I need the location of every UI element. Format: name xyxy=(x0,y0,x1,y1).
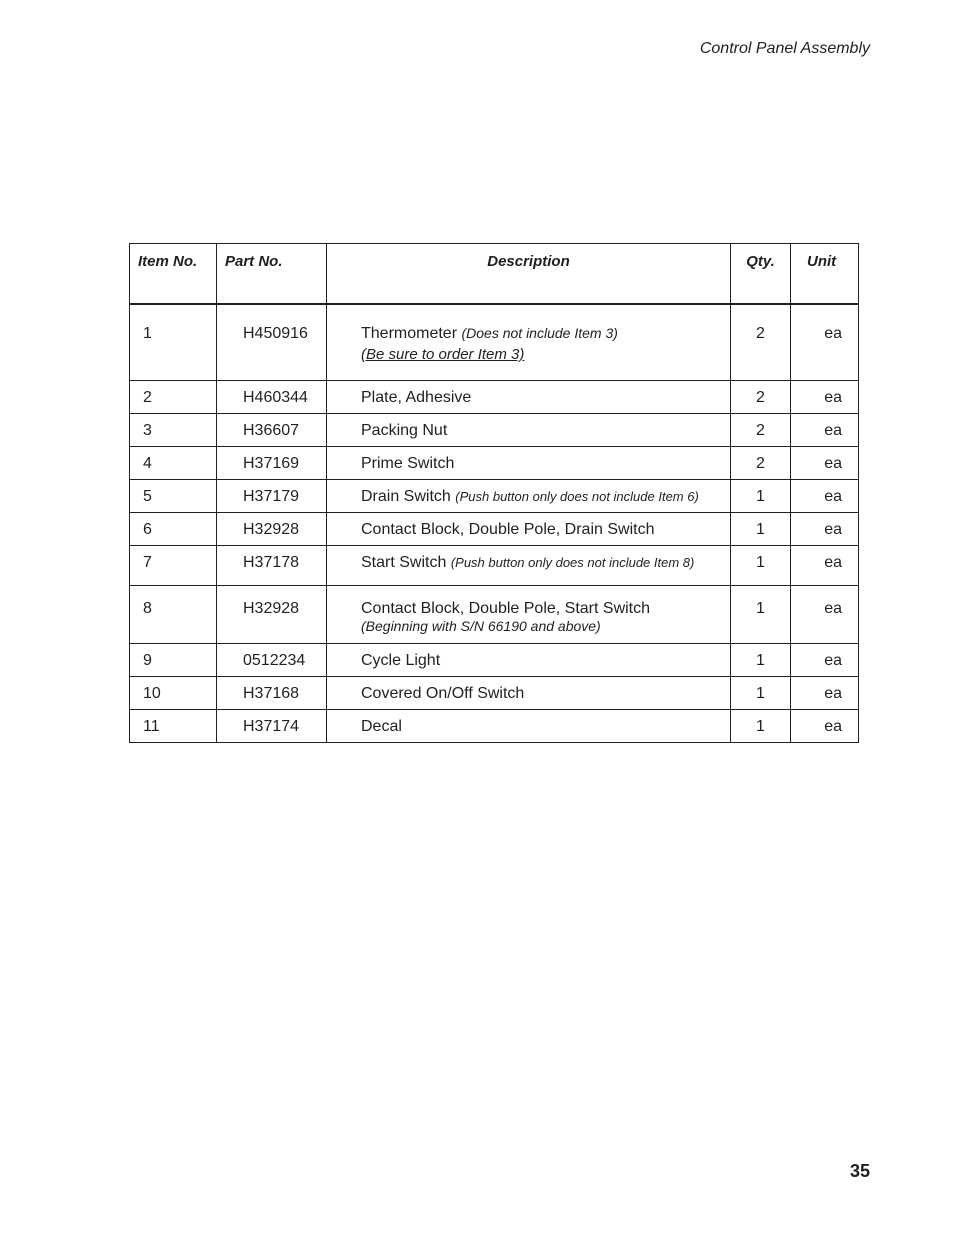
description-serial-note: (Beginning with S/N 66190 and above) xyxy=(361,618,601,634)
description: Contact Block, Double Pole, Drain Switch xyxy=(327,513,731,546)
item-no: 11 xyxy=(130,710,217,743)
table-row xyxy=(130,414,859,447)
item-no: 9 xyxy=(130,644,217,677)
qty: 1 xyxy=(731,480,791,513)
item-no: 1 xyxy=(130,304,217,381)
description-text: Start Switch xyxy=(361,554,447,571)
table-header-row xyxy=(130,244,859,305)
description-text: Drain Switch xyxy=(361,488,451,505)
table-row xyxy=(130,480,859,513)
header-item-no: Item No. xyxy=(130,244,217,305)
description xyxy=(327,304,731,381)
item-no: 3 xyxy=(130,414,217,447)
description xyxy=(327,480,731,513)
unit: ea xyxy=(791,304,859,381)
table-row xyxy=(130,304,859,381)
qty: 1 xyxy=(731,677,791,710)
unit: ea xyxy=(791,447,859,480)
qty: 2 xyxy=(731,447,791,480)
description: Decal xyxy=(327,710,731,743)
unit: ea xyxy=(791,644,859,677)
description-note: (Push button only does not include Item 6) xyxy=(455,489,699,504)
table-row xyxy=(130,586,859,644)
description xyxy=(327,586,731,644)
description: Plate, Adhesive xyxy=(327,381,731,414)
qty: 1 xyxy=(731,586,791,644)
header-unit: Unit xyxy=(791,244,859,305)
description: Covered On/Off Switch xyxy=(327,677,731,710)
table-row xyxy=(130,381,859,414)
qty: 1 xyxy=(731,546,791,586)
description: Cycle Light xyxy=(327,644,731,677)
description: Packing Nut xyxy=(327,414,731,447)
table-row xyxy=(130,546,859,586)
part-no: H37174 xyxy=(217,710,327,743)
unit: ea xyxy=(791,710,859,743)
unit: ea xyxy=(791,480,859,513)
item-no: 2 xyxy=(130,381,217,414)
table-row xyxy=(130,447,859,480)
page-header-title: Control Panel Assembly xyxy=(699,40,870,57)
part-no: H37178 xyxy=(217,546,327,586)
part-no: H460344 xyxy=(217,381,327,414)
item-no: 5 xyxy=(130,480,217,513)
part-no: H37179 xyxy=(217,480,327,513)
item-no: 4 xyxy=(130,447,217,480)
qty: 1 xyxy=(731,644,791,677)
item-no: 6 xyxy=(130,513,217,546)
description-note: (Does not include Item 3) xyxy=(461,325,618,341)
table-row xyxy=(130,513,859,546)
item-no: 10 xyxy=(130,677,217,710)
qty: 2 xyxy=(731,381,791,414)
part-no: H32928 xyxy=(217,586,327,644)
item-no: 7 xyxy=(130,546,217,586)
qty: 2 xyxy=(731,304,791,381)
part-no: H32928 xyxy=(217,513,327,546)
table-row xyxy=(130,677,859,710)
description xyxy=(327,546,731,586)
description-note: (Push button only does not include Item 8) xyxy=(450,555,695,570)
part-no: H37169 xyxy=(217,447,327,480)
description-text: Thermometer xyxy=(361,325,458,342)
header-description: Description xyxy=(327,244,731,305)
page-number: 35 xyxy=(849,1161,870,1181)
part-no: 0512234 xyxy=(217,644,327,677)
unit: ea xyxy=(791,381,859,414)
parts-table xyxy=(129,243,859,743)
unit: ea xyxy=(791,414,859,447)
header-part-no: Part No. xyxy=(217,244,327,305)
unit: ea xyxy=(791,546,859,586)
part-no: H37168 xyxy=(217,677,327,710)
table-row xyxy=(130,644,859,677)
qty: 2 xyxy=(731,414,791,447)
description: Prime Switch xyxy=(327,447,731,480)
item-no: 8 xyxy=(130,586,217,644)
description-text: Contact Block, Double Pole, Start Switch xyxy=(361,600,651,617)
part-no: H450916 xyxy=(217,304,327,381)
table-row xyxy=(130,710,859,743)
unit: ea xyxy=(791,513,859,546)
unit: ea xyxy=(791,586,859,644)
part-no: H36607 xyxy=(217,414,327,447)
qty: 1 xyxy=(731,513,791,546)
description-order-note: (Be sure to order Item 3) xyxy=(361,346,525,363)
unit: ea xyxy=(791,677,859,710)
qty: 1 xyxy=(731,710,791,743)
header-qty: Qty. xyxy=(731,244,791,305)
